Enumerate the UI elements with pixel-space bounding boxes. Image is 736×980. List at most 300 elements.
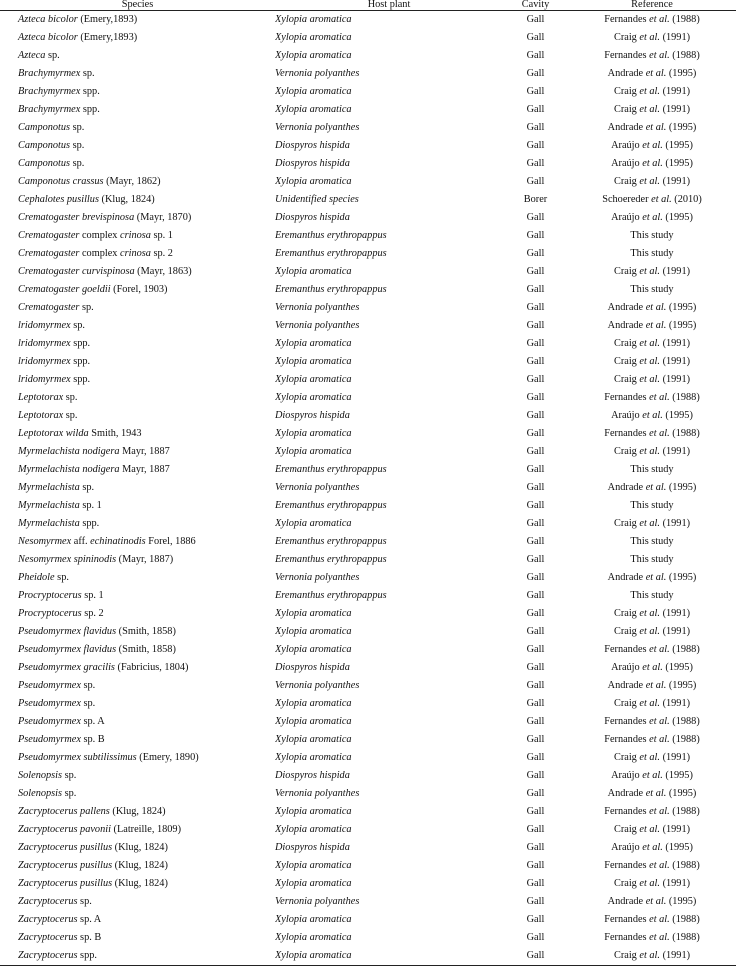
- reference-etal: et al.: [642, 410, 663, 421]
- reference-cell: [568, 209, 736, 227]
- host-plant-cell: [275, 371, 503, 389]
- host-plant-name: Xylopia aromatica: [275, 950, 352, 961]
- cavity-cell: Gall: [526, 788, 545, 799]
- species-cell: [0, 839, 275, 857]
- species-name: Pseudomyrmex: [18, 734, 81, 745]
- host-plant-cell: [275, 551, 503, 569]
- host-plant-name: Xylopia aromatica: [275, 32, 352, 43]
- reference-cell: [568, 821, 736, 839]
- cavity-cell: Gall: [526, 140, 545, 151]
- reference-year: (1995): [666, 68, 697, 79]
- reference-etal: et al.: [642, 140, 663, 151]
- species-name: Crematogaster brevispinosa: [18, 212, 135, 223]
- reference-cell: [568, 371, 736, 389]
- reference-cell: [568, 227, 736, 245]
- species-name: Leptotorax: [18, 392, 64, 403]
- cavity-cell: Gall: [526, 608, 545, 619]
- species-authority: sp.: [77, 896, 92, 907]
- species-name: Zacryptocerus: [18, 896, 78, 907]
- species-authority: sp. B: [80, 734, 105, 745]
- reference-author: Andrade: [607, 896, 646, 907]
- host-plant-name: Diospyros hispida: [275, 410, 350, 421]
- cavity-cell: Gall: [526, 338, 545, 349]
- species-name: Zacryptocerus: [18, 932, 78, 943]
- table-row: [0, 209, 736, 227]
- species-cell: [0, 767, 275, 785]
- host-plant-cell: [275, 443, 503, 461]
- host-plant-cell: [275, 497, 503, 515]
- host-plant-name: Xylopia aromatica: [275, 356, 352, 367]
- reference-author: This study: [630, 500, 674, 511]
- reference-year: (1991): [660, 356, 691, 367]
- reference-year: (1988): [669, 734, 700, 745]
- cavity-cell: Gall: [503, 947, 568, 966]
- table-row: [0, 389, 736, 407]
- species-cell: [0, 83, 275, 101]
- host-plant-name: Diospyros hispida: [275, 842, 350, 853]
- host-plant-name: Diospyros hispida: [275, 662, 350, 673]
- species-cell: [0, 515, 275, 533]
- cavity-cell: Gall: [526, 68, 545, 79]
- species-authority: (Emery,1893): [77, 14, 138, 25]
- reference-etal: et al.: [639, 176, 660, 187]
- host-plant-cell: [275, 245, 503, 263]
- reference-author: This study: [630, 230, 674, 241]
- species-name: Procryptocerus: [18, 608, 82, 619]
- reference-author: This study: [630, 464, 674, 475]
- species-cell: [0, 497, 275, 515]
- species-name-part: crinosa: [120, 248, 151, 259]
- species-name: Brachymyrmex: [18, 86, 81, 97]
- species-name: Zacryptocerus: [18, 914, 78, 925]
- reference-etal: et al.: [649, 392, 670, 403]
- reference-etal: et al.: [642, 770, 663, 781]
- host-plant-name: Xylopia aromatica: [275, 752, 352, 763]
- table-row: [0, 551, 736, 569]
- table-row: [0, 569, 736, 587]
- species-cell: [0, 245, 275, 263]
- reference-cell: [568, 299, 736, 317]
- reference-year: (1991): [660, 698, 691, 709]
- species-name: Nesomyrmex: [18, 536, 72, 547]
- reference-etal: et al.: [639, 518, 660, 529]
- species-authority: spp.: [70, 374, 91, 385]
- reference-year: (2010): [671, 194, 702, 205]
- reference-cell: [568, 551, 736, 569]
- species-cell: [0, 281, 275, 299]
- table-row: [0, 947, 736, 966]
- reference-author: This study: [630, 248, 674, 259]
- species-cell: [0, 101, 275, 119]
- reference-cell: [568, 29, 736, 47]
- host-plant-cell: [275, 83, 503, 101]
- species-authority: sp.: [63, 410, 78, 421]
- reference-author: Andrade: [607, 572, 646, 583]
- species-cell: [0, 389, 275, 407]
- species-cell: [0, 713, 275, 731]
- reference-year: (1991): [660, 824, 691, 835]
- reference-author: Craig: [613, 104, 640, 115]
- species-cell: [0, 65, 275, 83]
- reference-etal: et al.: [649, 14, 670, 25]
- host-plant-name: Vernonia polyanthes: [275, 680, 360, 691]
- reference-author: Craig: [613, 698, 640, 709]
- host-plant-name: Vernonia polyanthes: [275, 302, 360, 313]
- reference-author: Fernandes: [604, 50, 650, 61]
- host-plant-cell: [275, 173, 503, 191]
- reference-etal: et al.: [639, 752, 660, 763]
- cavity-cell: Gall: [526, 158, 545, 169]
- table-row: [0, 101, 736, 119]
- cavity-cell: Gall: [526, 392, 545, 403]
- cavity-cell: Gall: [526, 428, 545, 439]
- reference-cell: [568, 857, 736, 875]
- species-cell: [0, 911, 275, 929]
- host-plant-name: Diospyros hispida: [275, 770, 350, 781]
- species-authority: sp.: [79, 482, 95, 493]
- species-authority-part: sp. 2: [150, 248, 173, 259]
- cavity-cell: Gall: [526, 248, 545, 259]
- table-row: [0, 605, 736, 623]
- species-cell: [0, 191, 275, 209]
- reference-year: (1995): [666, 788, 697, 799]
- species-authority: spp.: [80, 104, 100, 115]
- host-plant-cell: [275, 857, 503, 875]
- species-cell: [0, 893, 275, 911]
- host-plant-cell: [275, 191, 503, 209]
- cavity-cell: Gall: [526, 734, 545, 745]
- table-row: [0, 767, 736, 785]
- cavity-cell: Gall: [526, 770, 545, 781]
- reference-year: (1991): [660, 374, 691, 385]
- host-plant-name: Xylopia aromatica: [275, 698, 352, 709]
- cavity-cell: Gall: [526, 680, 545, 691]
- species-authority: sp.: [45, 50, 60, 61]
- table-row: [0, 371, 736, 389]
- species-cell: [0, 11, 275, 30]
- reference-year: (1995): [662, 140, 693, 151]
- cavity-cell: Gall: [526, 284, 545, 295]
- host-plant-name: Xylopia aromatica: [275, 392, 352, 403]
- species-name: Camponotus: [18, 158, 71, 169]
- reference-author: Craig: [613, 176, 640, 187]
- reference-year: (1991): [660, 752, 691, 763]
- table-row: [0, 65, 736, 83]
- species-authority: sp.: [62, 788, 77, 799]
- reference-author: Craig: [613, 608, 640, 619]
- host-plant-name: Xylopia aromatica: [275, 518, 352, 529]
- reference-author: Craig: [613, 338, 640, 349]
- table-row: [0, 929, 736, 947]
- cavity-cell: Gall: [526, 662, 545, 673]
- host-plant-cell: [275, 785, 503, 803]
- table-row: [0, 29, 736, 47]
- cavity-cell: Gall: [526, 644, 545, 655]
- species-authority: sp. A: [77, 914, 102, 925]
- host-plant-name: Eremanthus erythropappus: [275, 230, 387, 241]
- species-name: Crematogaster: [18, 302, 80, 313]
- species-authority: (Klug, 1824): [112, 878, 168, 889]
- host-plant-name: Xylopia aromatica: [275, 86, 352, 97]
- cavity-cell: Gall: [526, 14, 545, 25]
- species-authority: spp.: [77, 950, 97, 961]
- host-plant-cell: [275, 479, 503, 497]
- table-row: [0, 875, 736, 893]
- species-authority: Mayr, 1887: [119, 446, 170, 457]
- species-authority: (Smith, 1858): [116, 626, 176, 637]
- species-authority: (Mayr, 1863): [134, 266, 192, 277]
- table-row: [0, 749, 736, 767]
- reference-author: Andrade: [607, 788, 646, 799]
- reference-year: (1995): [662, 770, 693, 781]
- table-row: [0, 155, 736, 173]
- reference-cell: [568, 191, 736, 209]
- reference-author: Araújo: [611, 212, 643, 223]
- host-plant-cell: [275, 695, 503, 713]
- reference-cell: [568, 479, 736, 497]
- species-authority: sp.: [62, 770, 77, 781]
- species-name-part: echinatinodis: [90, 536, 146, 547]
- reference-author: Craig: [613, 950, 640, 961]
- host-plant-cell: [275, 209, 503, 227]
- species-authority: (Smith, 1858): [116, 644, 176, 655]
- species-name: Pseudomyrmex flavidus: [18, 626, 117, 637]
- host-plant-cell: [275, 839, 503, 857]
- reference-author: Araújo: [611, 842, 643, 853]
- species-cell: [0, 119, 275, 137]
- species-name: Camponotus crassus: [18, 176, 104, 187]
- reference-author: Craig: [613, 32, 640, 43]
- species-authority: sp. B: [77, 932, 102, 943]
- species-cell: [0, 47, 275, 65]
- host-plant-cell: [275, 515, 503, 533]
- species-name: lridomyrmex: [18, 338, 71, 349]
- cavity-cell: Gall: [526, 860, 545, 871]
- species-name: Pseudomyrmex: [18, 680, 81, 691]
- host-plant-cell: [275, 335, 503, 353]
- header-host-plant: Host plant: [275, 0, 503, 11]
- species-cell: [0, 425, 275, 443]
- species-cell: [0, 263, 275, 281]
- reference-etal: et al.: [649, 734, 670, 745]
- reference-author: This study: [630, 536, 674, 547]
- reference-year: (1991): [660, 626, 691, 637]
- species-authority-part: sp. 1: [150, 230, 173, 241]
- reference-cell: [568, 461, 736, 479]
- reference-author: Araújo: [611, 410, 643, 421]
- reference-cell: [568, 317, 736, 335]
- table-row: [0, 407, 736, 425]
- reference-etal: et al.: [649, 428, 670, 439]
- table-row: [0, 659, 736, 677]
- cavity-cell: Gall: [526, 590, 545, 601]
- host-plant-cell: [275, 155, 503, 173]
- reference-author: Araújo: [611, 770, 643, 781]
- species-cell: [0, 569, 275, 587]
- reference-etal: et al.: [642, 158, 663, 169]
- host-plant-cell: [275, 677, 503, 695]
- reference-author: Andrade: [607, 680, 646, 691]
- host-plant-name: Vernonia polyanthes: [275, 68, 360, 79]
- reference-year: (1991): [660, 608, 691, 619]
- cavity-cell: Gall: [526, 122, 545, 133]
- reference-year: (1995): [662, 842, 693, 853]
- reference-year: (1995): [666, 302, 697, 313]
- table-row: [0, 857, 736, 875]
- reference-author: Fernandes: [604, 932, 650, 943]
- reference-etal: et al.: [645, 572, 667, 583]
- reference-cell: [568, 893, 736, 911]
- species-name-part: crinosa: [120, 230, 151, 241]
- species-name: Leptotorax: [18, 410, 64, 421]
- species-name: lridomyrmex: [18, 320, 71, 331]
- species-cell: [0, 875, 275, 893]
- reference-year: (1991): [660, 86, 691, 97]
- host-plant-name: Eremanthus erythropappus: [275, 536, 387, 547]
- host-plant-name: Xylopia aromatica: [275, 878, 352, 889]
- species-name: Myrmelachista nodigera: [18, 464, 120, 475]
- host-plant-name: Vernonia polyanthes: [275, 122, 360, 133]
- host-plant-name: Xylopia aromatica: [275, 860, 352, 871]
- species-cell: [0, 641, 275, 659]
- species-cell: [0, 353, 275, 371]
- reference-year: (1988): [669, 860, 700, 871]
- reference-year: (1988): [669, 392, 700, 403]
- reference-cell: [568, 83, 736, 101]
- species-authority: complex: [79, 230, 121, 241]
- table-row: [0, 785, 736, 803]
- table-row: [0, 299, 736, 317]
- table-row: [0, 515, 736, 533]
- reference-etal: et al.: [649, 860, 670, 871]
- host-plant-name: Diospyros hispida: [275, 212, 350, 223]
- cavity-cell: Gall: [526, 878, 545, 889]
- species-cell: [0, 29, 275, 47]
- reference-author: Fernandes: [604, 914, 650, 925]
- host-plant-name: Eremanthus erythropappus: [275, 248, 387, 259]
- reference-cell: [568, 695, 736, 713]
- reference-year: (1988): [669, 806, 700, 817]
- host-plant-cell: [275, 281, 503, 299]
- reference-etal: et al.: [649, 932, 670, 943]
- table-row: [0, 281, 736, 299]
- cavity-cell: Gall: [526, 356, 545, 367]
- reference-author: Craig: [613, 446, 640, 457]
- host-plant-cell: [275, 803, 503, 821]
- species-cell: [0, 371, 275, 389]
- host-plant-cell: [275, 947, 503, 966]
- reference-year: (1988): [669, 914, 700, 925]
- reference-etal: et al.: [645, 122, 667, 133]
- reference-etal: et al.: [651, 194, 672, 205]
- reference-year: (1988): [669, 50, 700, 61]
- species-name: Solenopsis: [18, 788, 63, 799]
- species-name: Zacryptocerus pusillus: [18, 842, 113, 853]
- table-row: [0, 335, 736, 353]
- table-row: [0, 479, 736, 497]
- reference-etal: et al.: [639, 446, 660, 457]
- species-name: Myrmelachista nodigera: [18, 446, 120, 457]
- species-name: Zacryptocerus pallens: [18, 806, 110, 817]
- species-cell: [0, 551, 275, 569]
- reference-year: (1988): [669, 716, 700, 727]
- species-name: Pseudomyrmex subtilissimus: [18, 752, 137, 763]
- species-cell: [0, 785, 275, 803]
- species-cell: [0, 173, 275, 191]
- reference-cell: [568, 677, 736, 695]
- host-plant-cell: [275, 749, 503, 767]
- species-authority: sp.: [80, 680, 96, 691]
- reference-etal: et al.: [639, 86, 660, 97]
- cavity-cell: Gall: [526, 302, 545, 313]
- host-plant-cell: [275, 317, 503, 335]
- table-row: [0, 587, 736, 605]
- table-row: [0, 713, 736, 731]
- cavity-cell: Gall: [526, 752, 545, 763]
- species-cell: [0, 209, 275, 227]
- host-plant-cell: [275, 605, 503, 623]
- reference-author: Andrade: [607, 482, 646, 493]
- reference-cell: [568, 173, 736, 191]
- species-name: Azteca: [18, 50, 46, 61]
- species-authority: sp.: [63, 392, 78, 403]
- cavity-cell: Gall: [526, 212, 545, 223]
- cavity-cell: Gall: [526, 500, 545, 511]
- cavity-cell: Gall: [526, 482, 545, 493]
- reference-year: (1991): [660, 338, 691, 349]
- cavity-cell: Gall: [526, 266, 545, 277]
- host-plant-cell: [275, 407, 503, 425]
- reference-year: (1995): [662, 158, 693, 169]
- cavity-cell: Gall: [526, 914, 545, 925]
- reference-etal: et al.: [649, 914, 670, 925]
- host-plant-cell: [275, 137, 503, 155]
- reference-etal: et al.: [645, 788, 667, 799]
- reference-cell: [568, 65, 736, 83]
- species-name: Solenopsis: [18, 770, 63, 781]
- reference-year: (1995): [666, 896, 697, 907]
- table-row: [0, 677, 736, 695]
- species-name: Myrmelachista: [18, 518, 80, 529]
- host-plant-name: Xylopia aromatica: [275, 716, 352, 727]
- reference-year: (1995): [662, 410, 693, 421]
- reference-cell: [568, 839, 736, 857]
- reference-author: Craig: [613, 374, 640, 385]
- reference-year: (1991): [660, 878, 691, 889]
- species-name: Nesomyrmex spininodis: [18, 554, 117, 565]
- reference-year: (1995): [666, 122, 697, 133]
- species-cell: [0, 731, 275, 749]
- host-plant-cell: [275, 389, 503, 407]
- species-name: Procryptocerus: [18, 590, 82, 601]
- reference-cell: [568, 155, 736, 173]
- host-plant-cell: [275, 911, 503, 929]
- reference-cell: [568, 929, 736, 947]
- species-authority: sp.: [54, 572, 69, 583]
- table-row: [0, 83, 736, 101]
- host-plant-cell: [275, 821, 503, 839]
- cavity-cell: Gall: [526, 698, 545, 709]
- table-row: [0, 497, 736, 515]
- host-plant-name: Vernonia polyanthes: [275, 788, 360, 799]
- reference-cell: [568, 875, 736, 893]
- cavity-cell: Gall: [526, 518, 545, 529]
- table-row: [0, 839, 736, 857]
- species-name: Myrmelachista: [18, 482, 80, 493]
- reference-author: Craig: [613, 626, 640, 637]
- host-plant-name: Unidentified species: [275, 194, 359, 205]
- table-row: [0, 119, 736, 137]
